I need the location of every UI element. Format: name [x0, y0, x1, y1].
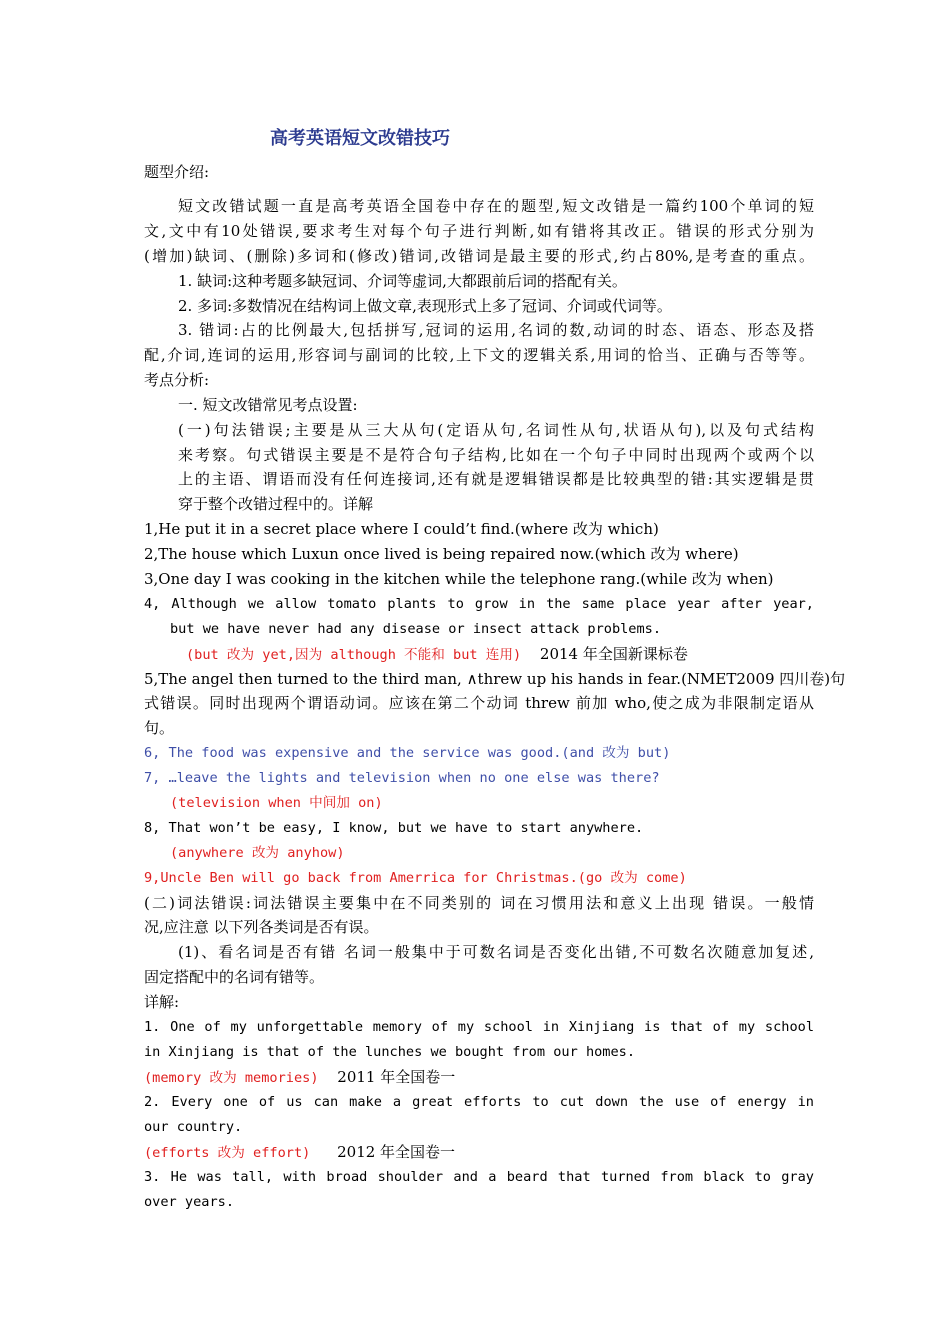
- example-1: 1,He put it in a secret place where I could’t find.(where 改为 which): [144, 520, 659, 538]
- noun-example-2-source: 2012 年全国卷一: [337, 1143, 456, 1161]
- intro-line-1: 短文改错试题一直是高考英语全国卷中存在的题型,短文改错是一篇约100个单词的短: [178, 197, 814, 215]
- syntax-intro-line-1: (一)句法错误;主要是从三大从句(定语从句,名词性从句,状语从句),以及句式结构: [178, 421, 814, 439]
- noun-example-1-fix-line: [144, 1065, 814, 1091]
- intro-heading: 题型介绍:: [144, 163, 210, 181]
- example-8-correction: (anywhere 改为 anyhow): [170, 845, 345, 861]
- example-3: 3,One day I was cooking in the kitchen while the telephone rang.(while 改为 when): [144, 570, 774, 588]
- syntax-intro-line-2: 来考察。句式错误主要是不是符合句子结构,比如在一个句子中同时出现两个或两个以: [178, 446, 814, 464]
- noun-example-2-correction: (efforts 改为 effort): [144, 1145, 311, 1161]
- syntax-intro-line-4: 穿于整个改错过程中的。详解: [178, 495, 374, 513]
- noun-example-3-line-1: 3. He was tall, with broad shoulder and a beard that turned from black to gray: [144, 1169, 814, 1185]
- noun-example-2-fix-line: [144, 1140, 814, 1166]
- example-8: 8, That won’t be easy, I know, but we have to start anywhere.: [144, 820, 644, 836]
- noun-example-1-correction: (memory 改为 memories): [144, 1070, 319, 1086]
- analysis-heading: 考点分析:: [144, 371, 210, 389]
- example-5-line-3: 句。: [144, 719, 175, 737]
- example-4-line-1: 4, Although we allow tomato plants to grow in the same place year after year,: [144, 596, 814, 612]
- example-5-line-2: 式错误。同时出现两个谓语动词。应该在第二个动词 threw 前加 who,使之成为非限制定语从: [144, 694, 814, 712]
- intro-line-3: (增加)缺词、(删除)多词和(修改)错词,改错词是最主要的形式,约占80%,是考查的重点。: [144, 247, 814, 265]
- intro-line-2: 文,文中有10处错误,要求考生对每个句子进行判断,如有错将其改正。错误的形式分别为: [144, 222, 814, 240]
- noun-intro-line-2: 固定搭配中的名词有错等。: [144, 968, 325, 986]
- noun-example-1-line-2: in Xinjiang is that of the lunches we bought from our homes.: [144, 1044, 636, 1060]
- noun-intro-line-1: (1)、看名词是否有错 名词一般集中于可数名词是否变化出错,不可数名次随意加复述,: [178, 943, 814, 961]
- type-3-line-1: 3. 错词:占的比例最大,包括拼写,冠词的运用,名词的数,动词的时态、语态、形态及搭: [178, 321, 814, 339]
- type-2: 2. 多词:多数情况在结构词上做文章,表现形式上多了冠词、介词或代词等。: [178, 297, 672, 315]
- noun-example-2-line-2: our country.: [144, 1119, 243, 1135]
- example-5-line-1: 5,The angel then turned to the third man, ∧threw up his hands in fear.(NMET2009 四川卷)句: [144, 670, 846, 688]
- example-4-line-2: but we have never had any disease or insect attack problems.: [170, 621, 662, 637]
- example-4-fix-line: [186, 642, 814, 668]
- page-title: 高考英语短文改错技巧: [270, 128, 450, 149]
- type-3-line-2: 配,介词,连词的运用,形容词与副词的比较,上下文的逻辑关系,用词的恰当、正确与否等等。: [144, 346, 814, 364]
- noun-example-2-line-1: 2. Every one of us can make a great efforts to cut down the use of energy in: [144, 1094, 814, 1110]
- lexical-intro-line-1: (二)词法错误:词法错误主要集中在不同类别的 词在习惯用法和意义上出现 错误。一般情: [144, 894, 814, 912]
- example-6: 6, The food was expensive and the service was good.(and 改为 but): [144, 745, 671, 761]
- example-4-source: 2014 年全国新课标卷: [539, 645, 688, 663]
- example-9: 9,Uncle Ben will go back from Amerrica for Christmas.(go 改为 come): [144, 870, 687, 886]
- syntax-intro-line-3: 上的主语、谓语而没有任何连接词,还有就是逻辑错误都是比较典型的错:其实逻辑是贯: [178, 470, 814, 488]
- example-2: 2,The house which Luxun once lived is being repaired now.(which 改为 where): [144, 545, 739, 563]
- example-4-correction: (but 改为 yet,因为 although 不能和 but 连用): [186, 647, 522, 663]
- lexical-intro-line-2: 况,应注意 以下列各类词是否有误。: [144, 918, 379, 936]
- noun-example-3-line-2: over years.: [144, 1194, 235, 1210]
- type-1: 1. 缺词:这种考题多缺冠词、介词等虚词,大都跟前后词的搭配有关。: [178, 272, 627, 290]
- example-7-correction: (television when 中间加 on): [170, 795, 383, 811]
- noun-example-1-line-1: 1. One of my unforgettable memory of my school in Xinjiang is that of my school: [144, 1019, 814, 1035]
- detail-heading: 详解:: [144, 993, 180, 1011]
- section-1-heading: 一. 短文改错常见考点设置:: [178, 396, 358, 414]
- example-7: 7, …leave the lights and television when no one else was there?: [144, 770, 660, 786]
- noun-example-1-source: 2011 年全国卷一: [337, 1068, 456, 1086]
